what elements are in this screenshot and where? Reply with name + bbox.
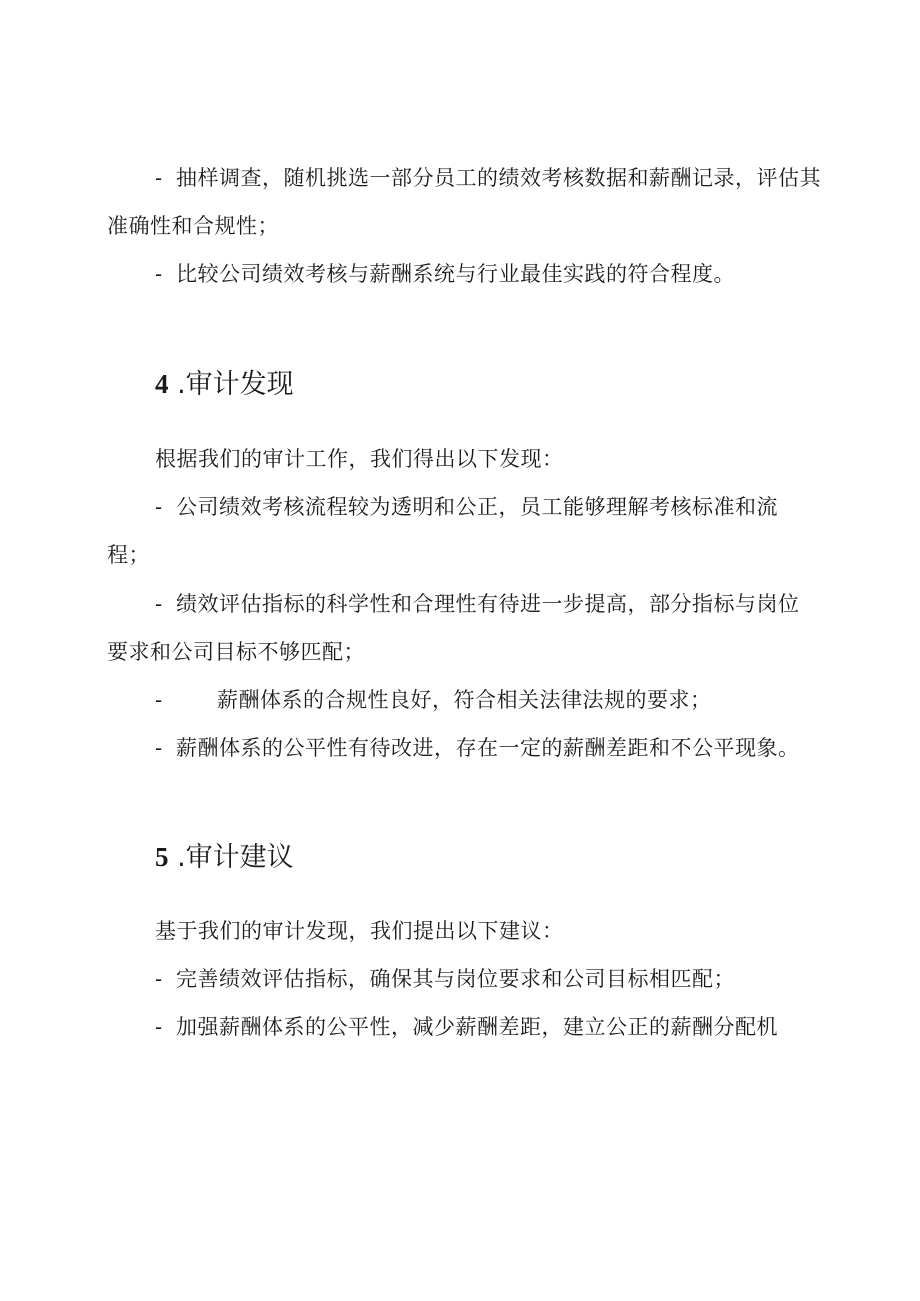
- list-item-text: 加强薪酬体系的公平性，减少薪酬差距，建立公正的薪酬分配机: [176, 1015, 778, 1039]
- list-item-text-cont: 程；: [107, 543, 150, 567]
- list-item-text: 抽样调查，随机挑选一部分员工的绩效考核数据和薪酬记录，评估其: [176, 166, 821, 190]
- section-number: 5: [155, 842, 169, 872]
- list-item-text: 绩效评估指标的科学性和合理性有待进一步提高，部分指标与岗位: [176, 592, 800, 616]
- section-heading-5: [155, 839, 294, 876]
- list-dash: -: [155, 592, 163, 616]
- section-number: 4: [155, 369, 169, 399]
- intro-text: 根据我们的审计工作，我们得出以下发现：: [155, 447, 564, 471]
- list-item-text: 完善绩效评估指标，确保其与岗位要求和公司目标相匹配；: [176, 967, 735, 991]
- list-dash: -: [155, 736, 163, 760]
- list-item-text-cont: 准确性和合规性；: [107, 214, 279, 238]
- list-item-text: 薪酬体系的公平性有待改进，存在一定的薪酬差距和不公平现象。: [176, 736, 800, 760]
- list-dash: -: [155, 1015, 163, 1039]
- list-item-text: 比较公司绩效考核与薪酬系统与行业最佳实践的符合程度。: [176, 262, 735, 286]
- section-title: .审计建议: [177, 842, 294, 873]
- list-dash: -: [155, 967, 163, 991]
- list-dash: -: [155, 495, 163, 519]
- section-title: .审计发现: [177, 369, 294, 400]
- list-dash: -: [155, 688, 163, 712]
- list-item-text-cont: 要求和公司目标不够匹配；: [107, 640, 365, 664]
- section-heading-4: [155, 366, 294, 403]
- intro-text: 基于我们的审计发现，我们提出以下建议：: [155, 919, 564, 943]
- list-dash: -: [155, 166, 163, 190]
- list-item-text: 薪酬体系的合规性良好，符合相关法律法规的要求；: [217, 688, 712, 712]
- list-item-text: 公司绩效考核流程较为透明和公正，员工能够理解考核标准和流: [176, 495, 778, 519]
- list-dash: -: [155, 262, 163, 286]
